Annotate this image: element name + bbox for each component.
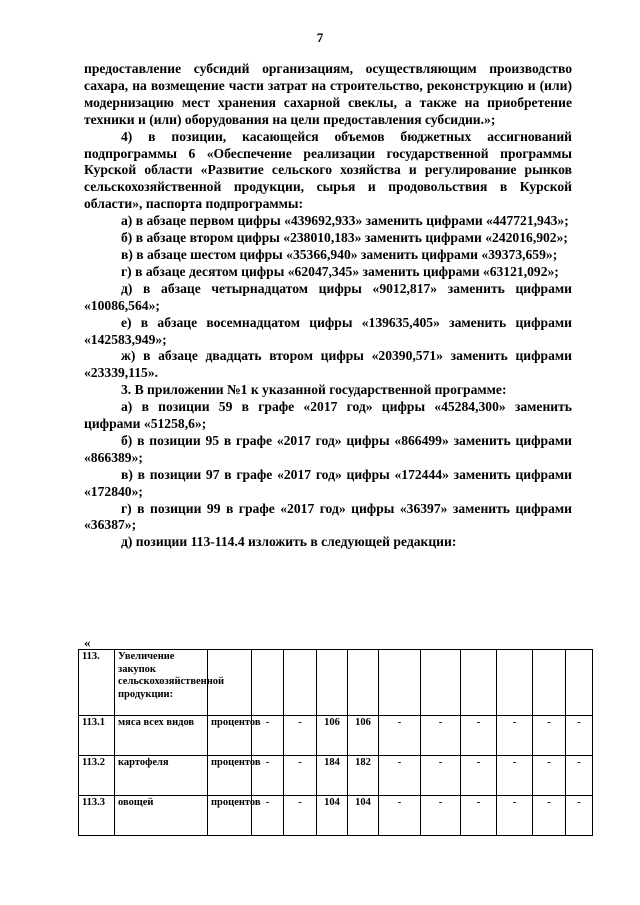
table-cell: - xyxy=(497,716,533,756)
table-cell: - xyxy=(284,756,317,796)
table-cell xyxy=(252,650,284,716)
table-cell: - xyxy=(421,756,461,796)
table-cell: - xyxy=(497,756,533,796)
table-cell: мяса всех видов xyxy=(115,716,208,756)
paragraph: е) в абзаце восемнадцатом цифры «139635,405» заменить цифрами «142583,949»; xyxy=(84,314,572,347)
table-cell: 106 xyxy=(348,716,379,756)
table-cell xyxy=(379,650,421,716)
table-cell: - xyxy=(497,796,533,836)
table-cell: - xyxy=(252,756,284,796)
paragraph: а) в позиции 59 в графе «2017 год» цифры «45284,300» заменить цифрами «51258,6»; xyxy=(84,399,572,432)
document-body xyxy=(84,61,572,551)
indicators-table xyxy=(78,649,593,836)
table-cell: Увеличение закупок сельскохозяйственной продукции: xyxy=(115,650,208,716)
table-cell: 113.2 xyxy=(79,756,115,796)
paragraph: г) в позиции 99 в графе «2017 год» цифры «36397» заменить цифрами «36387»; xyxy=(84,500,572,533)
table-cell xyxy=(533,650,566,716)
table-cell: - xyxy=(461,716,497,756)
table-cell: - xyxy=(379,716,421,756)
table-cell: - xyxy=(252,716,284,756)
table-cell: - xyxy=(284,716,317,756)
table-cell xyxy=(497,650,533,716)
table-cell: - xyxy=(379,796,421,836)
paragraph: в) в абзаце шестом цифры «35366,940» заменить цифрами «39373,659»; xyxy=(121,246,558,262)
table-cell: 106 xyxy=(317,716,348,756)
table-cell: - xyxy=(566,756,593,796)
table-cell: 113. xyxy=(79,650,115,716)
paragraph: г) в абзаце десятом цифры «62047,345» заменить цифрами «63121,092»; xyxy=(121,263,559,279)
paragraph: б) в абзаце втором цифры «238010,183» заменить цифрами «242016,902»; xyxy=(121,230,568,246)
table-cell: 104 xyxy=(317,796,348,836)
table-cell: - xyxy=(421,796,461,836)
paragraph: предоставление субсидий организациям, осуществляющим производство сахара, на возмещение части затрат на строительство, реконструкцию и (или) модернизацию мест хранения сахарной свеклы, а также на приобретение техники и (или) оборудования на цели предоставления субсидии.»; xyxy=(84,61,572,127)
paragraph: в) в позиции 97 в графе «2017 год» цифры «172444» заменить цифрами «172840»; xyxy=(84,466,572,499)
paragraph: б) в позиции 95 в графе «2017 год» цифры «866499» заменить цифрами «866389»; xyxy=(84,432,572,465)
paragraph: ж) в абзаце двадцать втором цифры «20390,571» заменить цифрами «23339,115». xyxy=(84,348,572,381)
paragraph: 3. В приложении №1 к указанной государственной программе: xyxy=(121,382,507,398)
table-cell xyxy=(566,650,593,716)
table-cell: овощей xyxy=(115,796,208,836)
paragraph: д) в абзаце четырнадцатом цифры «9012,817» заменить цифрами «10086,564»; xyxy=(84,280,572,313)
table-cell: - xyxy=(566,716,593,756)
table-cell: 113.1 xyxy=(79,716,115,756)
table-cell: - xyxy=(379,756,421,796)
table-cell: - xyxy=(421,716,461,756)
table-row xyxy=(79,650,593,716)
table-cell xyxy=(421,650,461,716)
table-cell: картофеля xyxy=(115,756,208,796)
table-row xyxy=(79,756,593,796)
table-cell: - xyxy=(533,756,566,796)
table-cell: - xyxy=(533,716,566,756)
table-cell: процентов xyxy=(208,716,252,756)
table-cell: - xyxy=(284,796,317,836)
table-cell: - xyxy=(461,796,497,836)
table-cell: 184 xyxy=(317,756,348,796)
table-cell: 104 xyxy=(348,796,379,836)
table-cell: - xyxy=(533,796,566,836)
table-cell xyxy=(284,650,317,716)
table-cell: - xyxy=(461,756,497,796)
table-cell xyxy=(461,650,497,716)
table-cell xyxy=(317,650,348,716)
table-cell: - xyxy=(566,796,593,836)
table-row xyxy=(79,796,593,836)
page-number: 7 xyxy=(316,30,324,45)
paragraph: д) позиции 113-114.4 изложить в следующей редакции: xyxy=(121,534,457,550)
table-cell: 113.3 xyxy=(79,796,115,836)
table-cell xyxy=(348,650,379,716)
table-cell: процентов xyxy=(208,796,252,836)
table-cell: - xyxy=(252,796,284,836)
paragraph: 4) в позиции, касающейся объемов бюджетных ассигнований подпрограммы 6 «Обеспечение реализации государственной программы Курской области «Развитие сельского хозяйства и регулирование рынков сельскохозяйственной продукции, сырья и продовольствия в Курской области», паспорта подпрограммы: xyxy=(84,128,572,212)
table-cell: процентов xyxy=(208,756,252,796)
opening-quote-mark: « xyxy=(84,635,91,650)
table-cell: 182 xyxy=(348,756,379,796)
paragraph: а) в абзаце первом цифры «439692,933» заменить цифрами «447721,943»; xyxy=(121,213,569,229)
table-row xyxy=(79,716,593,756)
